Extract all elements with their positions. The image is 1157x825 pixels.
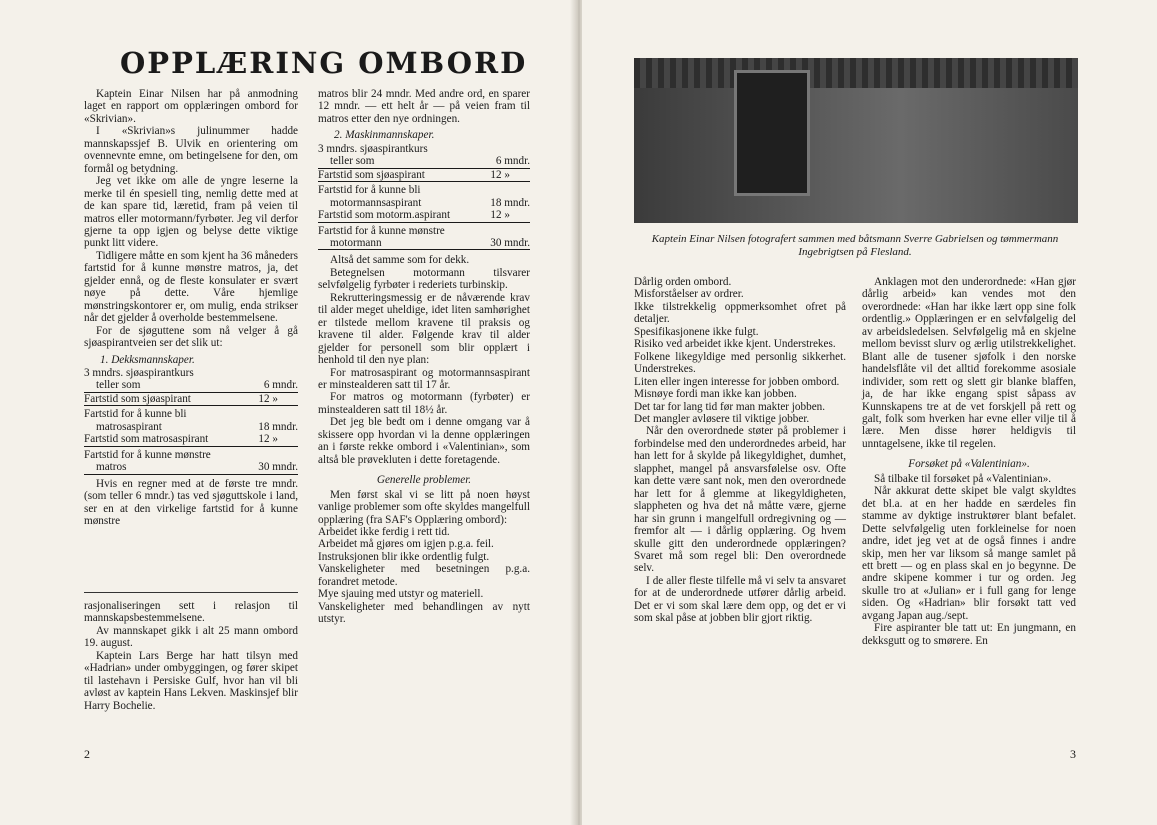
table-row [318, 155, 530, 168]
table-heading: 2. Maskinmannskaper. [334, 129, 435, 142]
list-item: Vanskeligheter med besetningen p.g.a. forandret metode. [318, 563, 530, 588]
paragraph: Kaptein Einar Nilsen har på anmodning laget en rapport om opplæringen ombord for «Skrivian». [84, 88, 298, 125]
table-row-label: Fartstid som matrosaspirant [84, 433, 209, 446]
photo-caption: Kaptein Einar Nilsen fotografert sammen med båtsmann Sverre Gabrielsen og tømmermann Ingebrigtsen på Flesland. [651, 233, 1059, 258]
list-item: Spesifikasjonene ikke fulgt. [634, 325, 759, 338]
table-row-label: 3 mndrs. sjøaspirantkurs [318, 142, 428, 155]
paragraph: Rekrutteringsmessig er de nåværende krav til alder meget uheldige, idet liten samhørighet er tilstede mellom kravene til praksis og kravene til alder. Følgende krav til alder gjelder for personell som blir opplært i henhold til den nye plan: [318, 291, 530, 367]
paragraph: Så tilbake til forsøket på «Valentinian». [874, 472, 1052, 485]
list-item: Det mangler avløsere til viktige jobber. [634, 412, 810, 425]
paragraph: For matrosaspirant og motormannsaspirant er minstealderen satt til 17 år. [318, 366, 530, 391]
section-subheading: Generelle problemer. [376, 474, 472, 487]
paragraph: Betegnelsen motormann tilsvarer selvfølgelig fyrbøter i rederiets turbinskip. [318, 266, 530, 292]
table-row-label: Fartstid som sjøaspirant [84, 392, 191, 405]
paragraph: matros blir 24 mndr. Med andre ord, en sparer 12 mndr. — ett helt år — på veien fram til matros etter den nye ordningen. [318, 88, 530, 125]
table-row-value: 30 mndr. [258, 461, 298, 474]
list-item: Instruksjonen blir ikke ordentlig fulgt. [318, 550, 490, 563]
paragraph: For de sjøguttene som nå velger å gå sjøaspirantveien ser det slik ut: [84, 324, 298, 350]
left-column-2 [318, 88, 530, 626]
right-column-2 [862, 276, 1076, 647]
table-row-label: Fartstid for å kunne bli [84, 408, 187, 421]
table-row-value: 18 mndr. [258, 420, 298, 433]
table-row-label: teller som [330, 155, 375, 168]
table-row-value: 6 mndr. [263, 379, 298, 392]
table-row-value: 18 mndr. [490, 196, 530, 209]
table-row [318, 209, 530, 222]
paragraph: Fire aspiranter ble tatt ut: En jungmann, en dekksgutt og to smørere. En [862, 622, 1076, 647]
table-row-value: 12 » [490, 209, 510, 222]
table-row-label: motormann [330, 236, 382, 249]
table-row [318, 197, 530, 209]
paragraph: Men først skal vi se litt på noen høyst vanlige problemer som ofte skyldes mangelfull opplæring (fra SAF's Opplæring ombord): [318, 488, 530, 526]
list-item: Folkene likegyldige med personlig sikkerhet. Understrekes. [634, 350, 846, 376]
table-row-value: 12 » [490, 168, 510, 181]
page-number: 2 [84, 747, 90, 761]
table-row-label: matrosaspirant [96, 420, 162, 433]
list-item: Arbeidet må gjøres om igjen p.g.a. feil. [318, 538, 494, 551]
table-row-label: Fartstid for å kunne mønstre [318, 224, 445, 237]
table-row-label: Fartstid for å kunne mønstre [84, 448, 211, 461]
paragraph: Kaptein Lars Berge har hatt tilsyn med «Hadrian» under ombyggingen, og fører skipet til lastehavn i Persiske Gulf, hvor han vil bli avløst av kaptein Hans Lekven. Maskinsjef blir Harry Bochelie. [84, 649, 298, 712]
list-item: Liten eller ingen interesse for jobben ombord. [634, 375, 840, 388]
table-row-value: 6 mndr. [495, 155, 530, 168]
list-item: Ikke tilstrekkelig oppmerksomhet ofret på detaljer. [634, 300, 846, 326]
portrait-photo [634, 58, 1078, 223]
paragraph: Når akkurat dette skipet ble valgt skyldtes det bl.a. at en her hadde en særdeles fin stamme av dyktige instruktører blant befalet. Dette selvfølgelig uten forkleinelse for noen andre, idet jeg vet at de også finnes i andre skip, men her var liksom så mange samlet på ett brett — og en plass skal en jo begynne. De andre skipene kommer i tur og orden. Jeg skulle tro at «Julian» er i full gang for lenge siden. Og «Hadrian» blir forsøkt tatt ved avgang Japan aug./sept. [862, 485, 1076, 622]
paragraph: I «Skrivian»s julinummer hadde mannskapssjef B. Ulvik en orientering om ovennevnte emne, om betingelsene for den, om formål og betydning. [84, 125, 298, 175]
table-row-label: Fartstid for å kunne bli [318, 184, 421, 197]
table-row [84, 433, 298, 446]
photo-background-wall [634, 58, 1078, 88]
list-item: Vanskeligheter med behandlingen av nytt utstyr. [318, 600, 530, 626]
paragraph: For matros og motormann (fyrbøter) er minstealderen satt til 18½ år. [318, 391, 530, 416]
page-number: 3 [1070, 747, 1076, 761]
paragraph: Av mannskapet gikk i alt 25 mann ombord 19. august. [84, 624, 298, 650]
left-page [0, 0, 576, 825]
table-row [84, 461, 298, 474]
paragraph: Anklagen mot den underordnede: «Han gjør dårlig arbeid» kan vendes mot den overordnede: «Han har ikke lært opp sine folk ordentlig.» Opplæringen er en selvfølgelig del av arbeidsledelsen. Selvfølgelig må en skjelne mellom bevisst slurv og ærlig utilstrekkelighet. Blant alle de tusener sjøfolk i den norske handelsflåte vil det alltid forekomme asosiale individer, som rett og slett gir blanke blaffen, ja, de har ikke engang spist såpass av Kunnskapens tre at de vet forskjell på rett og galt, folk som hverken har evne eller vilje til å lære. Men disse hører heldigvis til unntagelsene, ikke til regelen. [862, 276, 1076, 450]
paragraph: I de aller fleste tilfelle må vi selv ta ansvaret for at de underordnede utfører dårlig arbeid. Det er vi som skal lære dem opp, og det er vi som skal påse at jobben blir gjort riktig. [634, 574, 846, 625]
table-row-label: motormannsaspirant [330, 196, 422, 209]
paragraph: Jeg vet ikke om alle de yngre leserne la merke til én spesiell ting, nemlig dette med at de kan spare tid, læretid, fram på veien til matros eller motormann/fyrbøter. Jeg vil derfor gjerne ta opp igjen og belyse dette viktige punkt litt videre. [84, 175, 298, 250]
section-divider [84, 592, 298, 593]
right-column-1 [634, 276, 846, 625]
paragraph: Det jeg ble bedt om i denne omgang var å skissere opp hvordan vi la denne opplæringen an i første rekke ombord i «Valentinian», som altså ble prøvekluten i dette foretagende. [318, 416, 530, 466]
list-item: Dårlig orden ombord. [634, 276, 732, 288]
list-item: Misnøye fordi man ikke kan jobben. [634, 388, 797, 401]
list-item: Mye sjauing med utstyr og materiell. [318, 588, 484, 601]
table-row-value: 12 » [258, 433, 278, 446]
fartstid-table-engine [318, 143, 530, 251]
table-row-label: Fartstid som sjøaspirant [318, 168, 425, 181]
left-column-1 [84, 88, 298, 527]
photo-doorway [734, 70, 810, 196]
table-row [84, 393, 298, 406]
table-row-value: 30 mndr. [490, 236, 530, 249]
table-row [318, 237, 530, 250]
paragraph: rasjonaliseringen sett i relasjon til mannskapsbestemmelsene. [84, 600, 298, 625]
left-column-1-bottom [84, 600, 298, 712]
paragraph: Når den overordnede støter på problemer i forbindelse med den underordnedes arbeid, har han lett for å skylde på likegyldighet, dumhet, slapphet, mangel på ansvarsfølelse osv. Ofte kan dette være sant nok, men den overordnede har lett for å glemme at likegyldigheten, slappheten og hva det nå måtte være, gjerne har sin grunn i mangelfull ordregivning og — fremfor alt — i dårlig opplæring. Og hvem skulle gitt den underordnede opplæringen? Svaret må som regel bli: Den overordnede selv. [634, 425, 846, 575]
table-row [84, 421, 298, 433]
table-row-label: Fartstid som motorm.aspirant [318, 209, 451, 222]
paragraph: Hvis en regner med at de første tre mndr. (som teller 6 mndr.) tas ved sjøguttskole i land, ser en at den virkelige fartstid for å kunne mønstre [84, 477, 298, 527]
paragraph: Tidligere måtte en som kjent ha 36 måneders fartstid for å kunne mønstre matros, ja, det gjelder ennå, og de fleste konsulater er svært nøye på dette. Våre hjemlige mønstringskontorer er, om mulig, enda strikser når det gjelder å overholde bestemmelsene. [84, 249, 298, 325]
table-heading: 1. Dekksmannskaper. [100, 353, 195, 366]
table-row [318, 169, 530, 182]
list-item: Risiko ved arbeidet ikke kjent. Understrekes. [634, 338, 836, 351]
paragraph: Altså det samme som for dekk. [330, 254, 470, 267]
table-row-label: 3 mndrs. sjøaspirantkurs [84, 366, 194, 379]
list-item: Det tar for lang tid før man makter jobben. [634, 400, 826, 413]
table-row-label: matros [96, 461, 127, 474]
table-row-label: teller som [96, 379, 141, 392]
article-title: OPPLÆRING OMBORD [120, 46, 528, 80]
list-item: Arbeidet ikke ferdig i rett tid. [318, 525, 450, 538]
right-page [582, 0, 1157, 825]
fartstid-table-deck [84, 367, 298, 475]
section-subheading: Forsøket på «Valentinian». [908, 458, 1030, 471]
table-row-value: 12 » [258, 392, 278, 405]
list-item: Misforståelser av ordrer. [634, 288, 744, 301]
table-row [84, 379, 298, 392]
